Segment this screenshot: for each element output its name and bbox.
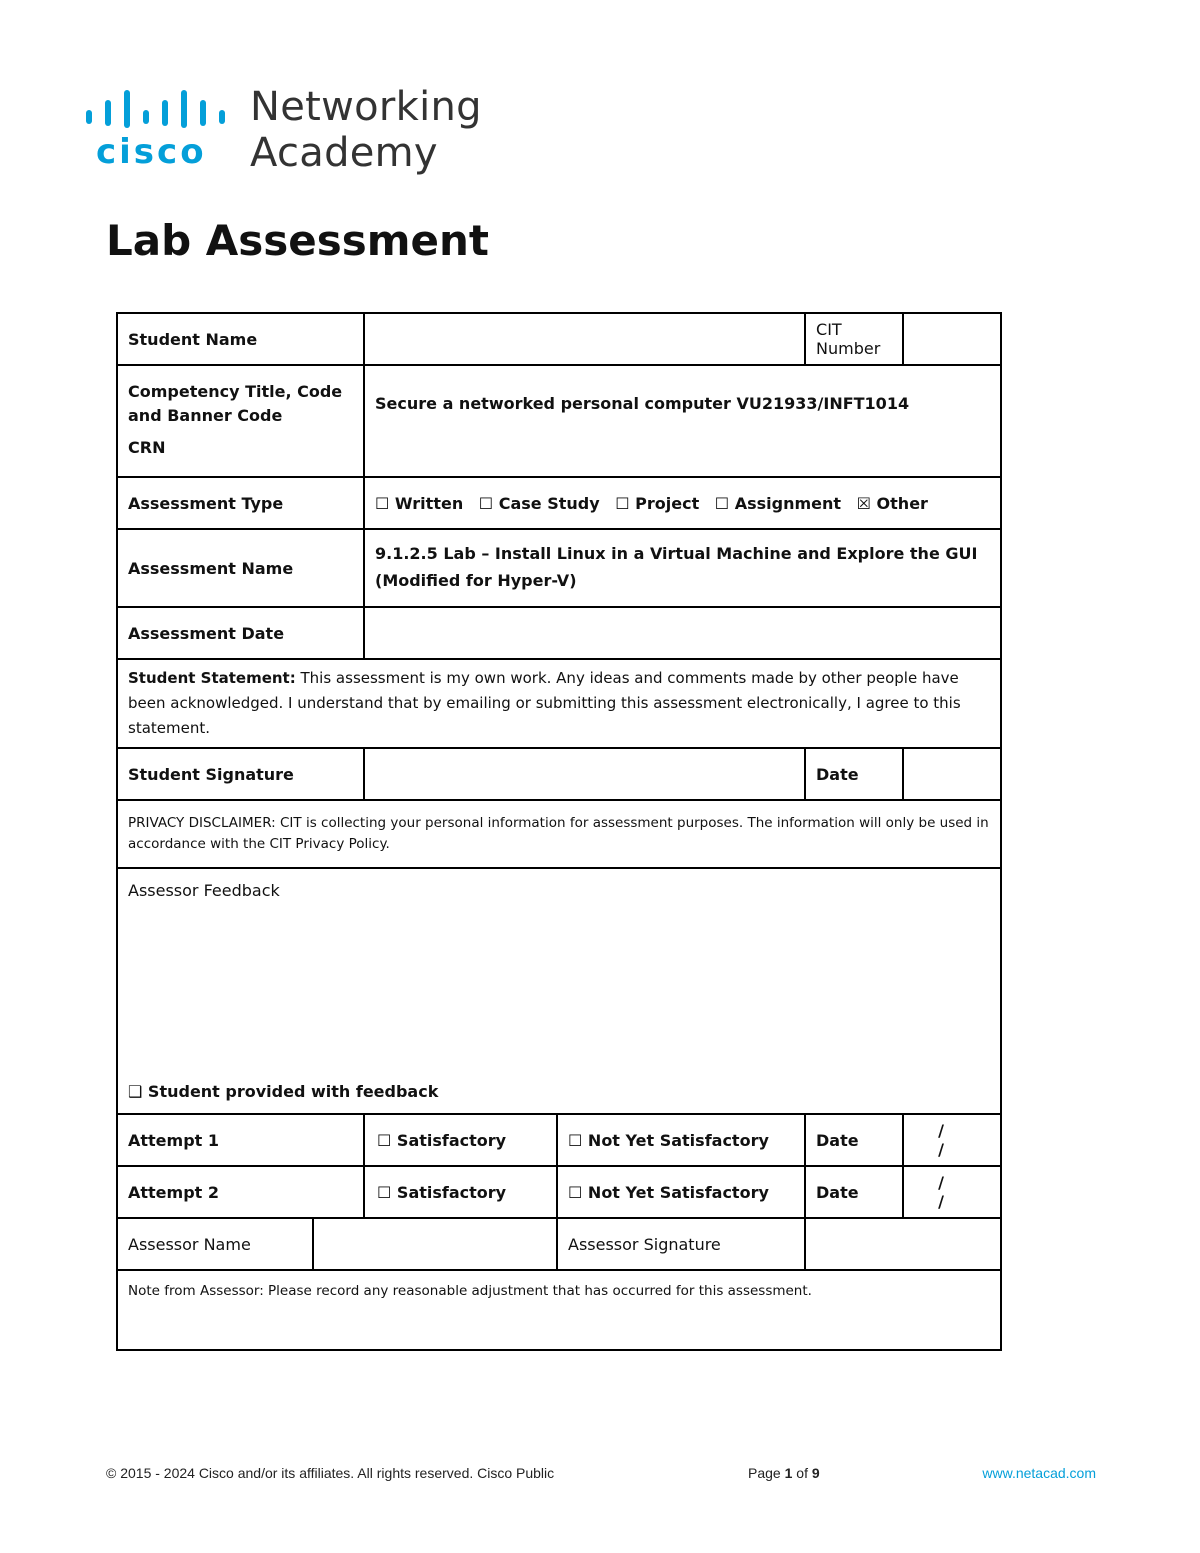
checkbox-icon: ☐ (714, 493, 730, 513)
netacad-link[interactable]: www.netacad.com (982, 1465, 1096, 1481)
copyright-text: © 2015 - 2024 Cisco and/or its affiliates. All rights reserved. Cisco Public (106, 1465, 555, 1481)
row-assessor-feedback (117, 868, 1001, 1114)
crn-label: CRN (128, 438, 166, 457)
type-option-other[interactable] (857, 494, 928, 513)
assessor-note: Note from Assessor: Please record any reasonable adjustment that has occurred for this assessment. (117, 1270, 1001, 1350)
checkbox-icon: ☐ (375, 493, 390, 513)
type-option-assignment[interactable] (715, 494, 841, 513)
assessment-type-options (364, 477, 1001, 529)
type-label: Other (876, 493, 928, 513)
cit-number-label (805, 313, 903, 365)
statement-text: This assessment is my own work. Any ideas and comments made by other people have been acknowledged. I understand that by emailing or submitting this assessment electronically, I agree to this statement. (128, 669, 961, 737)
type-label: Assignment (734, 493, 842, 513)
assessment-date-field[interactable] (364, 607, 1001, 659)
attempt-2-not-yet[interactable] (557, 1166, 805, 1218)
cisco-wordmark: cisco (96, 132, 207, 172)
privacy-disclaimer: PRIVACY DISCLAIMER: CIT is collecting your personal information for assessment purposes. The information will only be used in accordance with the CIT Privacy Policy. (117, 800, 1001, 868)
cisco-bars-icon (84, 88, 234, 132)
feedback-provided-label: Student provided with feedback (147, 1082, 439, 1101)
assessor-feedback-label: Assessor Feedback (128, 881, 280, 900)
checked-checkbox-icon: ☒ (856, 493, 871, 513)
assessor-name-field[interactable] (313, 1218, 557, 1270)
attempt-1-date-label: Date (805, 1114, 903, 1166)
assessor-feedback-area[interactable] (117, 868, 1001, 1114)
assessment-name-label: Assessment Name (117, 529, 364, 607)
attempt-2-label: Attempt 2 (117, 1166, 364, 1218)
row-assessment-name (117, 529, 1001, 607)
student-statement (117, 659, 1001, 748)
student-signature-field[interactable] (364, 748, 805, 800)
cit-number-text: CIT Number (816, 320, 881, 358)
not-yet-label: Not Yet Satisfactory (587, 1182, 769, 1202)
attempt-2-date-label: Date (805, 1166, 903, 1218)
row-student-name (117, 313, 1001, 365)
row-assessment-date (117, 607, 1001, 659)
competency-value-text: Secure a networked personal computer VU21933/INFT1014 (375, 394, 910, 413)
row-assessor (117, 1218, 1001, 1270)
type-label: Project (635, 493, 700, 513)
row-assessment-type (117, 477, 1001, 529)
signature-date-field[interactable] (903, 748, 1001, 800)
page-prefix: Page (748, 1465, 785, 1481)
checkbox-icon: ☐ (568, 1130, 583, 1150)
page-total: 9 (811, 1465, 820, 1481)
page-title: Lab Assessment (106, 216, 490, 265)
student-signature-label: Student Signature (117, 748, 364, 800)
feedback-provided-check[interactable] (128, 1082, 438, 1101)
page-current: 1 (784, 1465, 793, 1481)
logo-academy: Academy (250, 130, 438, 176)
student-name-field[interactable] (364, 313, 805, 365)
row-student-signature (117, 748, 1001, 800)
checkbox-icon: ☐ (478, 493, 494, 513)
competency-value (364, 365, 1001, 477)
assessor-signature-field[interactable] (805, 1218, 1001, 1270)
signature-date-label: Date (805, 748, 903, 800)
checkbox-icon: ☐ (377, 1130, 392, 1150)
checkbox-icon: ❑ (128, 1082, 143, 1101)
assessment-name-value: 9.1.2.5 Lab – Install Linux in a Virtual Machine and Explore the GUI (Modified for Hyper-V) (364, 529, 1001, 607)
competency-label (117, 365, 364, 477)
row-competency (117, 365, 1001, 477)
cisco-networking-academy-logo (84, 84, 484, 180)
assessment-form (116, 312, 1002, 1351)
type-option-project[interactable] (615, 494, 699, 513)
checkbox-icon: ☐ (615, 493, 630, 513)
attempt-1-not-yet[interactable] (557, 1114, 805, 1166)
row-attempt-1 (117, 1114, 1001, 1166)
type-option-written[interactable] (375, 494, 463, 513)
attempt-2-date-field[interactable]: / / (903, 1166, 1001, 1218)
logo-networking: Networking (250, 84, 482, 130)
attempt-1-satisfactory[interactable] (364, 1114, 557, 1166)
page-footer (106, 1465, 1096, 1485)
row-privacy (117, 800, 1001, 868)
cit-number-field[interactable] (903, 313, 1001, 365)
satisfactory-label: Satisfactory (396, 1182, 507, 1202)
checkbox-icon: ☐ (377, 1182, 392, 1202)
statement-label: Student Statement: (128, 669, 296, 687)
type-label: Written (394, 493, 464, 513)
page-number (748, 1465, 820, 1481)
competency-title-label: Competency Title, Code and Banner Code (128, 382, 343, 425)
type-label: Case Study (498, 493, 600, 513)
attempt-1-date-field[interactable]: / / (903, 1114, 1001, 1166)
attempt-2-satisfactory[interactable] (364, 1166, 557, 1218)
page-mid: of (792, 1465, 812, 1481)
checkbox-icon: ☐ (568, 1182, 583, 1202)
assessment-date-label: Assessment Date (117, 607, 364, 659)
satisfactory-label: Satisfactory (396, 1130, 507, 1150)
type-option-case-study[interactable] (479, 494, 600, 513)
not-yet-label: Not Yet Satisfactory (587, 1130, 769, 1150)
row-assessor-note (117, 1270, 1001, 1350)
row-student-statement (117, 659, 1001, 748)
assessor-signature-label: Assessor Signature (557, 1218, 805, 1270)
row-attempt-2 (117, 1166, 1001, 1218)
attempt-1-label: Attempt 1 (117, 1114, 364, 1166)
assessment-type-label: Assessment Type (117, 477, 364, 529)
student-name-label: Student Name (117, 313, 364, 365)
assessor-name-label: Assessor Name (117, 1218, 313, 1270)
